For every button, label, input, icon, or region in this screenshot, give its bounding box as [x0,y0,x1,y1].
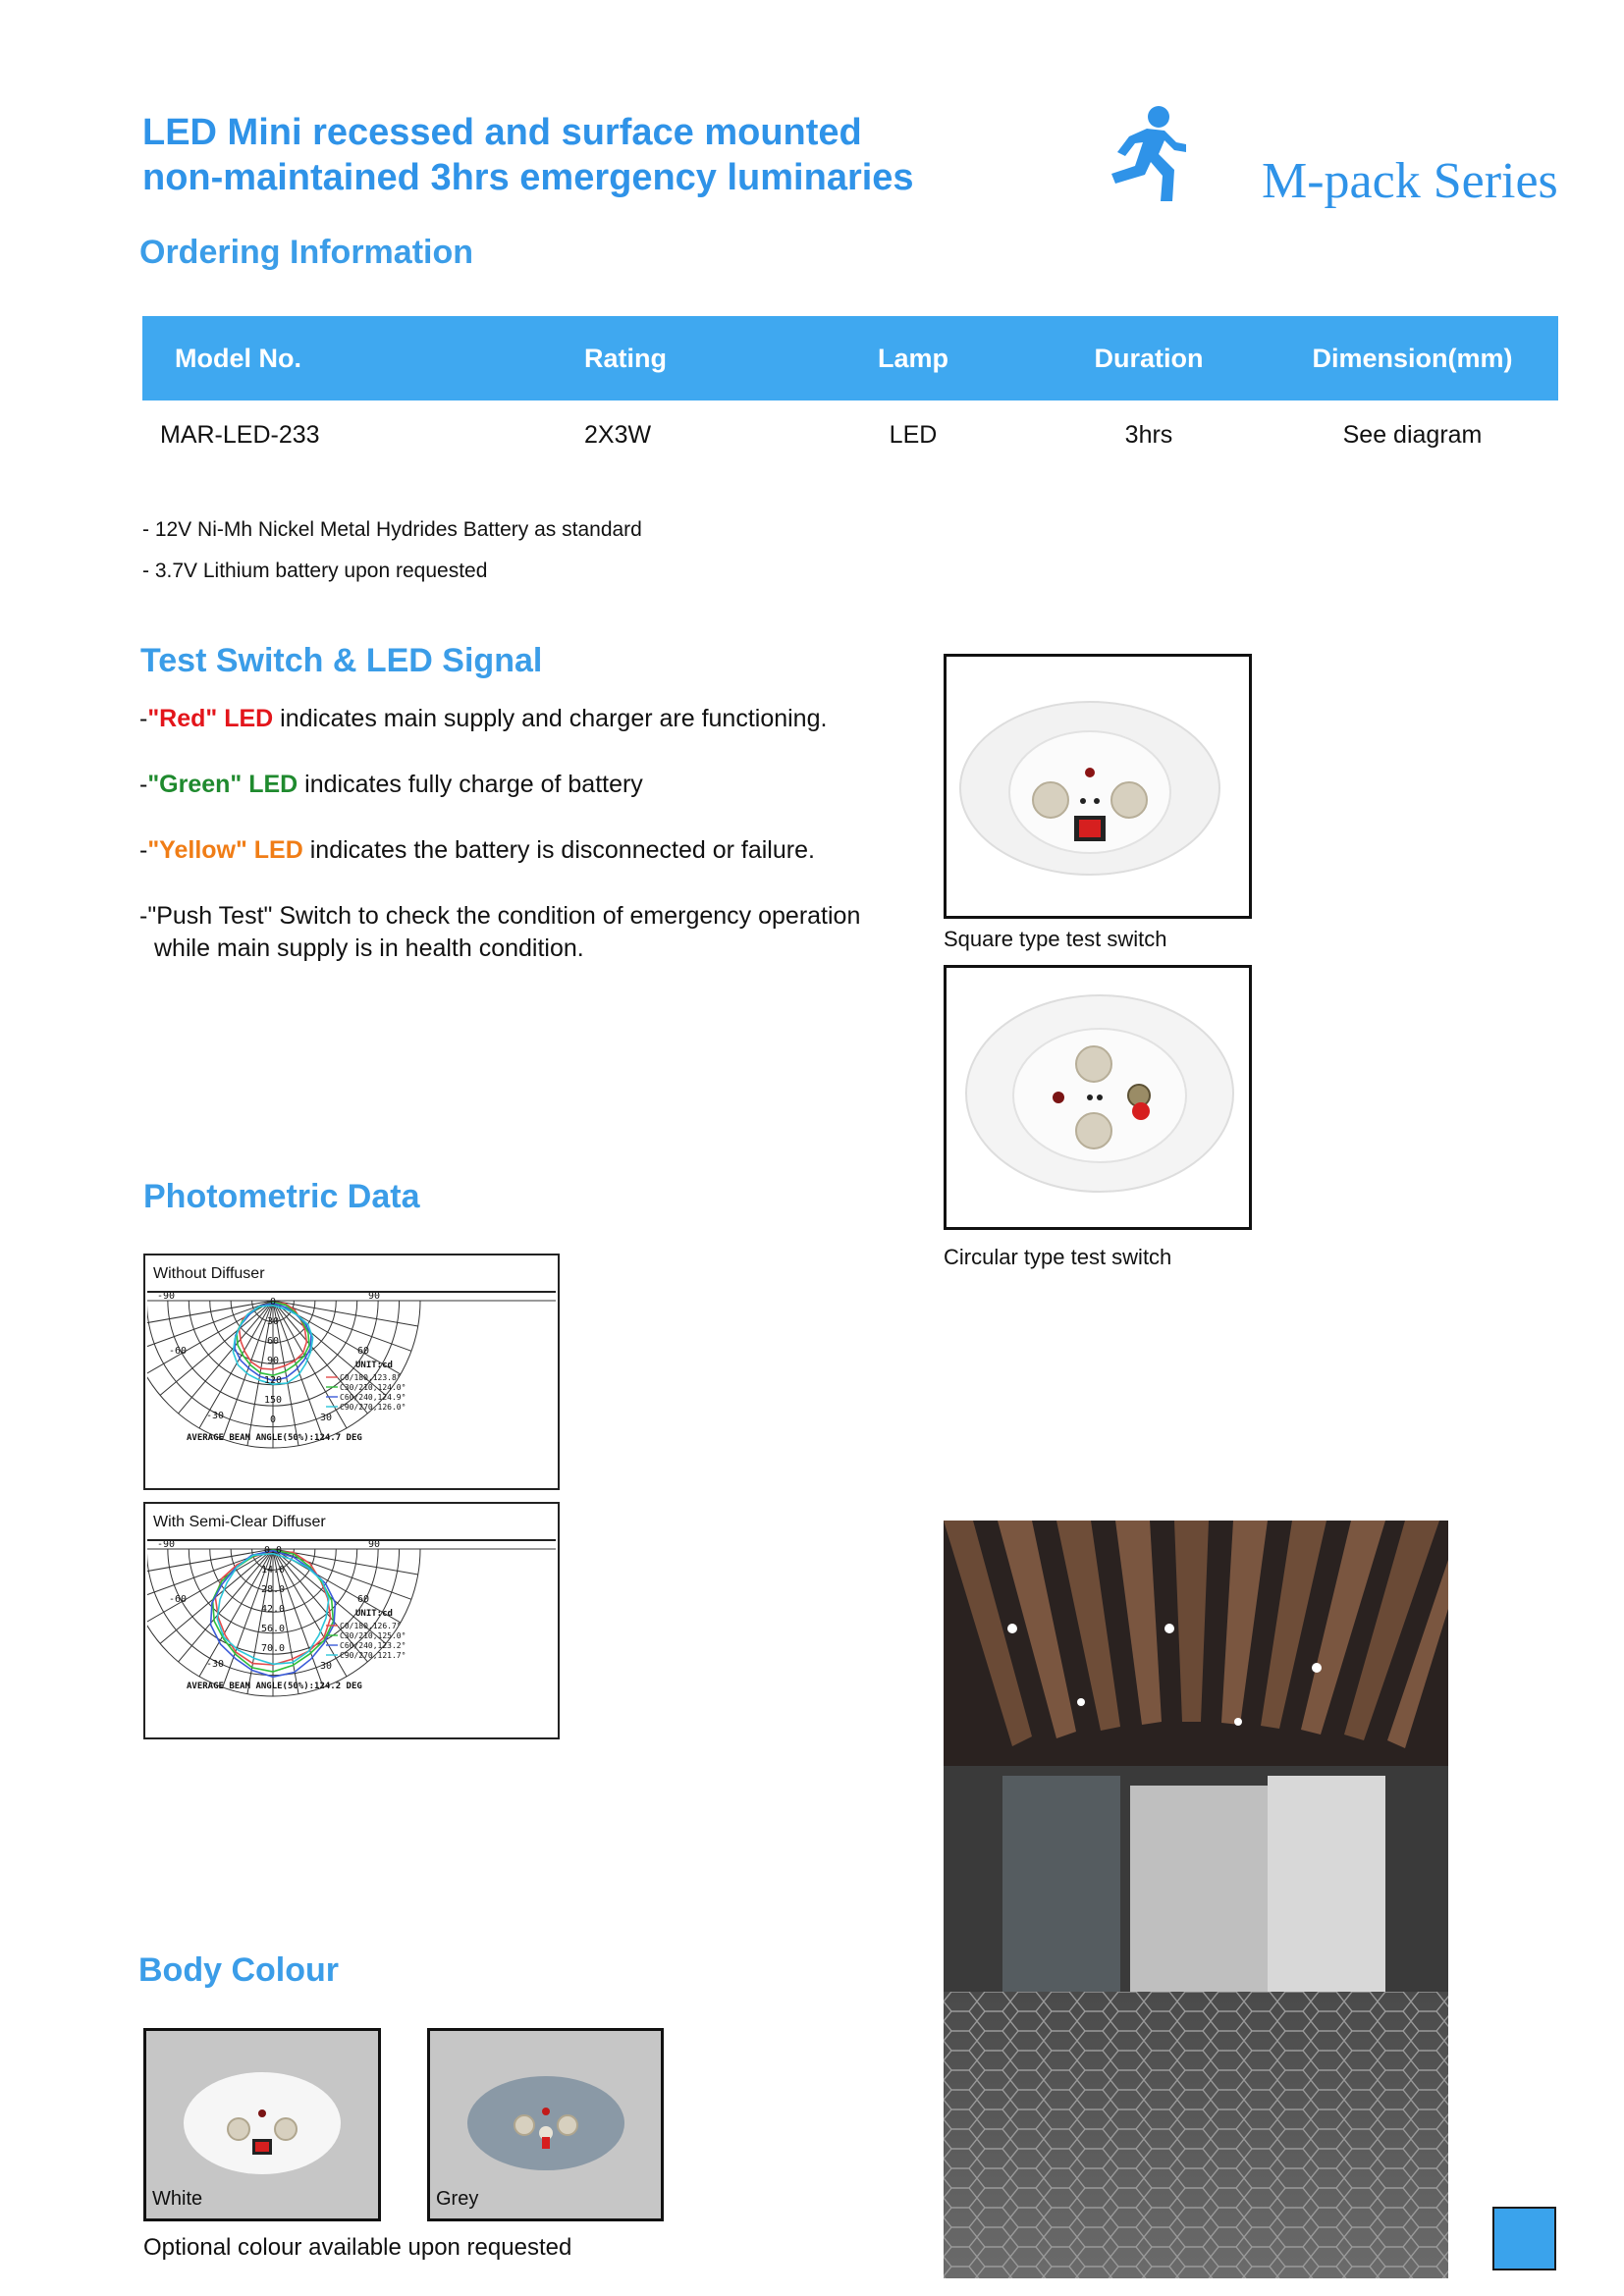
body-colour-heading: Body Colour [138,1951,339,1989]
angle-label: 60 [357,1346,370,1357]
swatch-label: Grey [436,2188,479,2210]
polar-plot [147,1541,556,1737]
legend-entry: C90/270,126.0° [340,1403,406,1412]
unit-label: UNIT:cd [355,1609,393,1619]
push-test-text-2: while main supply is in health condition. [154,934,584,962]
yellow-led-text: indicates the battery is disconnected or failure. [302,836,815,864]
battery-note: - 12V Ni-Mh Nickel Metal Hydrides Battery as standard [142,518,642,541]
column-header: Lamp [877,343,948,373]
bullet: - [139,836,148,864]
radial-label: 56.0 [260,1624,286,1634]
red-led-label: "Red" LED [147,705,274,732]
page-title [142,110,914,200]
legend-entry: C90/270,121.7° [340,1651,406,1660]
bullet: - [139,771,148,798]
radial-label: 70.0 [260,1643,286,1654]
polar-plot [147,1293,556,1489]
radial-label: 28.0 [260,1584,286,1595]
radial-label: 60 [266,1336,280,1347]
series-name: M-pack Series [1262,153,1558,209]
photometric-heading: Photometric Data [143,1178,420,1215]
grey-colour-swatch [427,2028,664,2221]
radial-label: 0.0 [263,1545,283,1556]
table-row [142,400,1558,469]
white-colour-swatch [143,2028,381,2221]
signal-heading: Test Switch & LED Signal [140,642,543,679]
green-led-label: "Green" LED [147,771,298,798]
green-led-line [139,769,643,801]
chart-body [147,1291,556,1486]
polar-chart-semi-clear-diffuser [143,1502,560,1739]
unit-label: UNIT:cd [355,1361,393,1370]
circular-switch-caption: Circular type test switch [944,1245,1172,1269]
angle-label: -30 [205,1411,224,1421]
angle-label: -90 [156,1541,175,1550]
circular-switch-photo [944,965,1252,1230]
push-test-text-1: -"Push Test" Switch to check the condition of emergency operation [139,902,861,930]
column-header: Model No. [175,343,301,373]
legend-entry: C30/210,125.0° [340,1631,406,1640]
angle-label: -60 [168,1594,187,1605]
average-beam-angle: AVERAGE BEAM ANGLE(50%):124.2 DEG [187,1682,362,1691]
red-led-line [139,703,827,735]
chart-title: Without Diffuser [153,1265,265,1282]
table-cell: MAR-LED-233 [160,420,320,449]
circular-switch-image [947,968,1249,1227]
running-man-icon [1090,103,1188,206]
column-header: Dimension(mm) [1312,343,1513,373]
table-cell: 2X3W [584,420,652,449]
bullet: - [139,705,148,732]
column-header: Rating [584,343,667,373]
title-line-2: non-maintained 3hrs emergency luminaries [142,157,914,198]
legend-entry: C30/210,124.0° [340,1383,406,1392]
swatch-label: White [152,2188,203,2210]
colour-footnote: Optional colour available upon requested [143,2234,572,2261]
title-line-1: LED Mini recessed and surface mounted [142,112,862,153]
legend-entry: C0/180,126.7° [340,1622,402,1630]
ordering-heading: Ordering Information [139,234,473,271]
average-beam-angle: AVERAGE BEAM ANGLE(50%):124.7 DEG [187,1433,362,1443]
legend-entry: C60/240,124.9° [340,1393,406,1402]
yellow-led-label: "Yellow" LED [147,836,303,864]
yellow-led-line [139,834,815,867]
chart-title: With Semi-Clear Diffuser [153,1514,326,1530]
angle-label: -60 [168,1346,187,1357]
radial-label: 120 [263,1375,283,1386]
polar-chart-without-diffuser [143,1254,560,1490]
push-test-line [139,900,860,965]
angle-label: 90 [368,1541,381,1550]
radial-label: 0 [269,1415,277,1425]
radial-label: 150 [263,1395,283,1406]
table-cell: LED [889,420,938,449]
battery-note: - 3.7V Lithium battery upon requested [142,560,488,582]
table-header [142,316,1558,400]
radial-label: 30 [266,1316,280,1327]
square-switch-photo [944,654,1252,919]
blue-corner-square [1492,2207,1556,2270]
table-cell: 3hrs [1124,420,1173,449]
angle-label: -30 [205,1659,224,1670]
red-led-text: indicates main supply and charger are functioning. [273,705,828,732]
radial-label: 42.0 [260,1604,286,1615]
square-switch-caption: Square type test switch [944,927,1167,951]
column-header: Duration [1094,343,1204,373]
table-cell: See diagram [1342,420,1483,449]
radial-label: 14.0 [260,1565,286,1575]
angle-label: 30 [320,1661,333,1672]
angle-label: 30 [320,1413,333,1423]
green-led-text: indicates fully charge of battery [298,771,643,798]
square-switch-image [947,657,1249,916]
chart-body [147,1539,556,1735]
angle-label: 90 [368,1293,381,1302]
angle-label: 60 [357,1594,370,1605]
legend-entry: C0/180,123.8° [340,1373,402,1382]
angle-label: -90 [156,1293,175,1302]
ordering-table [142,316,1558,469]
corridor-photo [944,1521,1448,2278]
radial-label: 90 [266,1356,280,1366]
corridor-image [944,1521,1448,2278]
legend-entry: C60/240,123.2° [340,1641,406,1650]
radial-label: 0 [269,1297,277,1308]
